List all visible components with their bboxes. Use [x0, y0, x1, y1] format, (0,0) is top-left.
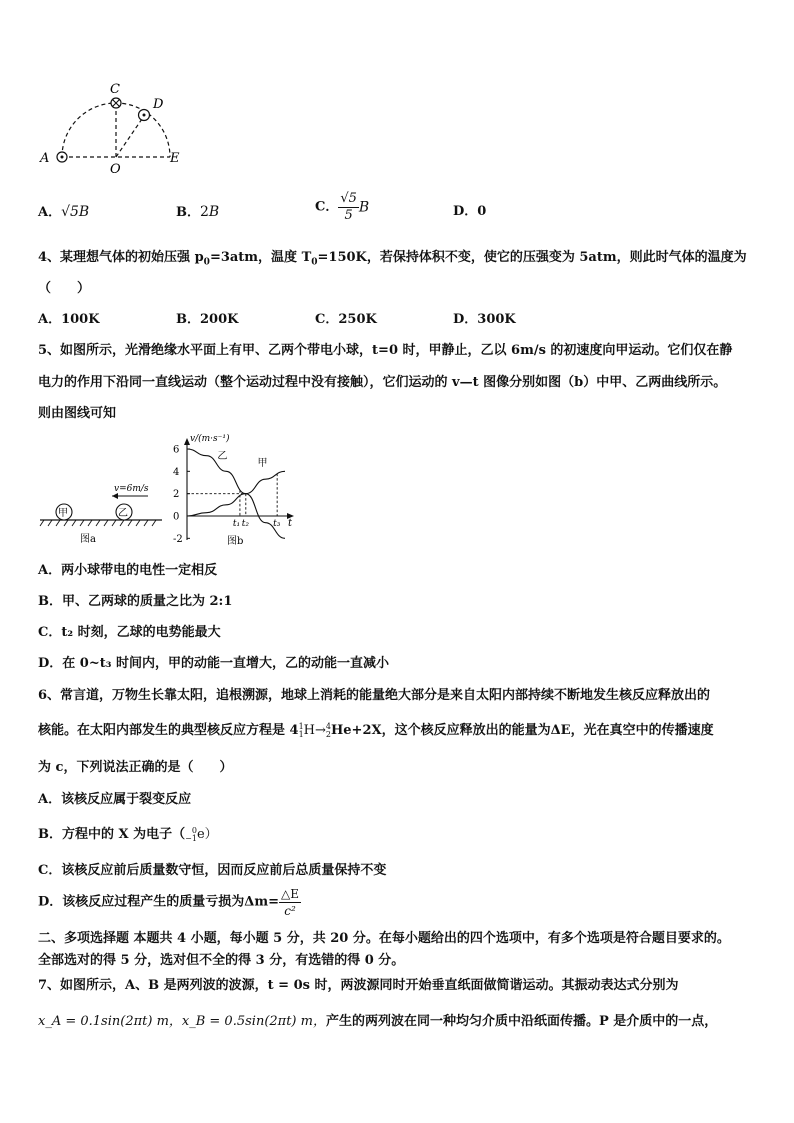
q4-stem: 4、某理想气体的初始压强 $p_0=3atm$，温度 $T_0=150K$，若保持体积不变，使它的压强变为 5atm，则此时气体的温度为 [38, 250, 747, 268]
x-axis-label: t [288, 518, 293, 529]
label-c: C [110, 82, 120, 97]
semicircle-figure [36, 80, 186, 175]
q6-stem-2: 核能。在太阳内部发生的典型核反应方程是 41 1H→4 2He+2X，这个核反应释放出的能量为ΔE，光在真空中的传播速度 [38, 721, 714, 739]
ball-yi-label: 乙 [118, 508, 128, 519]
series-label-jia: 甲 [257, 457, 268, 469]
label-a: A [40, 151, 50, 166]
figure-a [36, 480, 166, 548]
label-d: D [153, 97, 164, 112]
q5-stem-3: 则由图线可知 [38, 406, 117, 421]
q3-option-c: C． $\frac{√5}{5}$ B [315, 191, 370, 223]
series-label-yi: 乙 [217, 451, 228, 463]
label-e: E [170, 151, 180, 166]
x-tick-label: t₂ [241, 519, 250, 529]
section2-line-1: 二、多项选择题 本题共 4 小题，每小题 5 分，共 20 分。在每小题给出的四个选项中，有多个选项是符合题目要求的。 [38, 931, 730, 946]
q4-option-a: A．100K [38, 312, 100, 327]
section2-line-2: 全部选对的得 5 分，选对但不全的得 3 分，有选错的得 0 分。 [38, 953, 405, 968]
q4-stem-cont: （ ） [38, 281, 91, 296]
q4-option-d: D．300K [453, 312, 516, 327]
q5-stem-2: 电力的作用下沿同一直线运动（整个运动过程中没有接触），它们运动的 v—t 图像分别如图（b）中甲、乙两曲线所示。 [38, 375, 727, 390]
q6-option-b: B．方程中的 X 为电子（ 0 −1e） [38, 825, 218, 843]
velocity-label: v=6m/s [114, 484, 149, 494]
q6-stem-1: 6、常言道，万物生长靠太阳，追根溯源，地球上消耗的能量绝大部分是来自太阳内部持续不断地发生核反应释放出的 [38, 688, 711, 703]
y-tick-label: 2 [173, 489, 180, 501]
q6-stem-3: 为 c，下列说法正确的是（ ） [38, 760, 233, 775]
q5-option-d: D．在 0~t₃ 时间内，甲的动能一直增大，乙的动能一直减小 [38, 656, 389, 671]
y-tick-label: 6 [173, 444, 180, 456]
x-tick-label: t₃ [273, 519, 281, 529]
y-axis-label: v/(m·s⁻¹) [190, 434, 230, 444]
q3-option-b: B．2B [176, 204, 220, 220]
q5-option-c: C．t₂ 时刻，乙球的电势能最大 [38, 625, 221, 640]
q7-stem-1: 7、如图所示，A、B 是两列波的波源，t = 0s 时，两波源同时开始垂直纸面做简谐运动。其振动表达式分别为 [38, 978, 679, 993]
q6-option-c: C．该核反应前后质量数守恒，因而反应前后总质量保持不变 [38, 863, 387, 878]
y-tick-label: 4 [173, 466, 180, 478]
y-tick-label: -2 [173, 533, 183, 545]
vt-chart [165, 428, 300, 550]
q3-option-d: D．0 [453, 204, 487, 219]
q4-option-c: C．250K [315, 312, 377, 327]
q5-option-a: A．两小球带电的电性一定相反 [38, 563, 218, 578]
figure-a-caption: 图a [80, 534, 96, 545]
q6-option-d: D．该核反应过程产生的质量亏损为Δm= $\frac{\triangle E}{\text{c²}}$ [38, 887, 300, 918]
q3-option-a: A．√5B [38, 204, 90, 220]
label-o: O [110, 162, 121, 175]
x-tick-label: t₁ [232, 519, 241, 529]
q4-option-b: B．200K [176, 312, 239, 327]
ball-jia-label: 甲 [58, 508, 68, 519]
q5-stem-1: 5、如图所示，光滑绝缘水平面上有甲、乙两个带电小球，t=0 时，甲静止，乙以 6m/s 的初速度向甲运动。它们仅在静 [38, 343, 733, 358]
q7-stem-2: x_A = 0.1sin(2πt) m，x_B = 0.5sin(2πt) m，产生的两列波在同一种均匀介质中沿纸面传播。P 是介质中的一点， [38, 1014, 718, 1029]
q6-option-a: A．该核反应属于裂变反应 [38, 792, 192, 807]
q5-option-b: B．甲、乙两球的质量之比为 2:1 [38, 594, 233, 609]
figure-b-caption: 图b [227, 536, 244, 547]
y-tick-label: 0 [173, 511, 180, 523]
